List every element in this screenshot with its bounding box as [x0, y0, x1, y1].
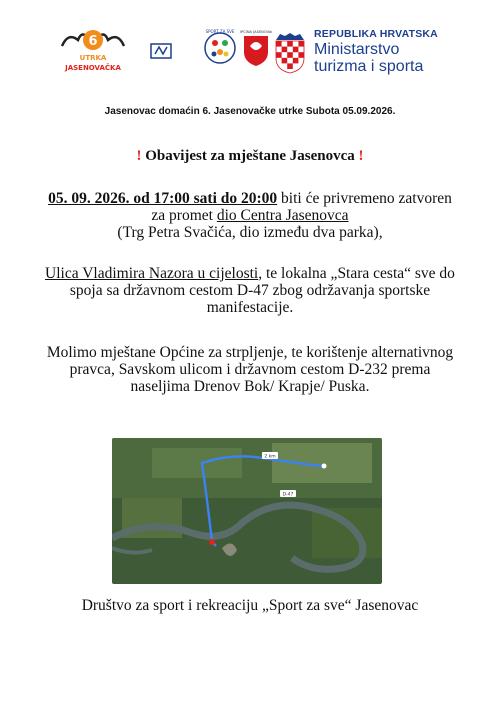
sport-logo-text: SPORT ZA SVE [205, 29, 235, 34]
street-text: , te lokalna „Stara cesta“ sve do spoja sa državnom cestom D-47 zbog održavanja sportske manifestacije. [69, 265, 455, 316]
exclamation-icon: ! [136, 148, 142, 164]
detour-paragraph: Molimo mještane Općine za strpljenje, te korištenje alternativnog pravca, Savskom ulicom i državnom cestom D-232 prema naseljima Drenov Bok/ Krapje/ Puska. [46, 344, 454, 395]
route-map [112, 438, 382, 584]
notice-title: Obavijest za mještane Jasenovca [145, 148, 355, 164]
street-paragraph [40, 265, 460, 316]
club-icon [150, 42, 172, 60]
opcina-jasenovac-crest [240, 28, 272, 68]
utrka-number: 6 [88, 34, 98, 49]
closed-street: Ulica Vladimira Nazora u cijelosti [45, 265, 259, 282]
closure-datetime: 05. 09. 2026. od 17:00 sati do 20:00 [48, 190, 278, 207]
map-marker-icon [209, 539, 215, 545]
map-label-road: D-47 [282, 492, 294, 498]
utrka-word: UTRKA [79, 54, 107, 62]
jasenovacka-utrka-logo [58, 26, 128, 78]
utrka-name: JASENOVAČKA [65, 64, 121, 72]
opcina-logo-text: OPĆINA JASENOVAC [240, 30, 272, 34]
croatian-coat-of-arms [272, 30, 308, 74]
closure-text: biti će privremeno zatvoren za promet [151, 190, 452, 224]
map-label-distance: 2 km [264, 454, 276, 460]
closure-location: dio Centra Jasenovca [216, 207, 349, 224]
ministry-logo-text [314, 28, 438, 75]
event-subtitle: Jasenovac domaćin 6. Jasenovačke utrke Subota 05.09.2026. [104, 106, 396, 117]
map-marker-icon [322, 464, 327, 469]
notice-heading [0, 148, 500, 165]
exclamation-icon: ! [358, 148, 364, 164]
ministry-country: REPUBLIKA HRVATSKA [314, 28, 438, 40]
closure-location-detail: (Trg Petra Svačića, dio između dva parka), [117, 224, 383, 241]
closure-paragraph [40, 190, 460, 241]
ministry-name-line1: Ministarstvo [314, 41, 400, 58]
ministry-name-line2: turizma i sporta [314, 58, 424, 75]
organizer-footer: Društvo za sport i rekreaciju „Sport za sve“ Jasenovac [81, 597, 419, 614]
sport-za-sve-logo [203, 28, 237, 68]
